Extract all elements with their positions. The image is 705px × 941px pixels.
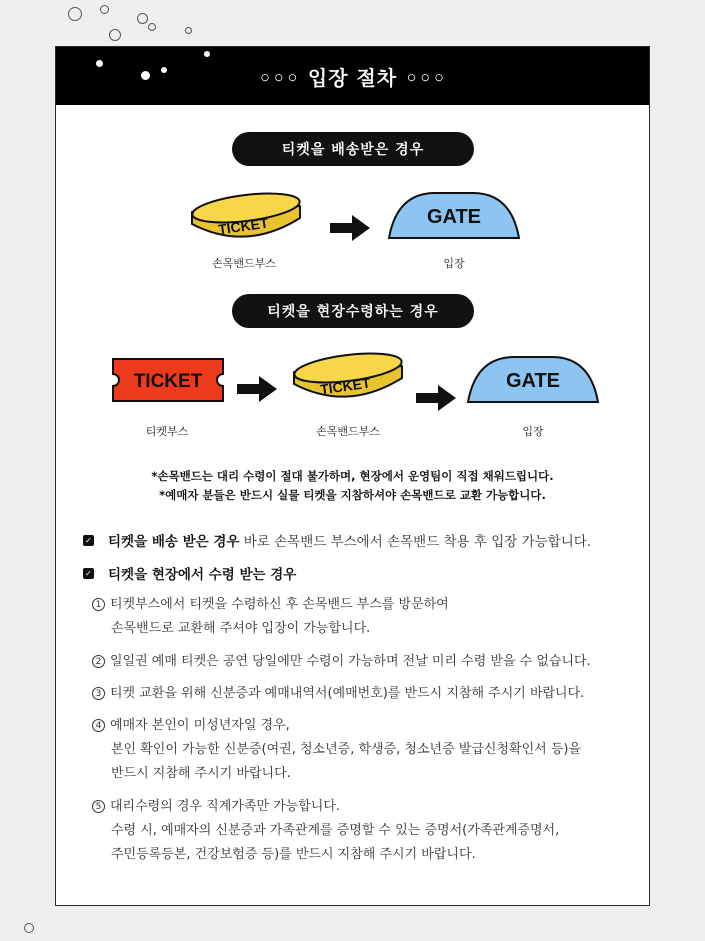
decorative-bubble [109, 29, 121, 41]
gate-icon [466, 355, 600, 403]
decorative-bubble [185, 27, 192, 34]
decorative-bubble [24, 923, 34, 933]
wristband-icon [186, 190, 306, 246]
checkbox-icon: ✓ [83, 535, 94, 546]
list-item: 5 대리수령의 경우 직계가족만 가능합니다. 수령 시, 예매자의 신분증과 가족관계를 증명할 수 있는 증명서(가족관계증명서, 주민등록등본, 건강보험증 등)를 반드시 지참해 주시기 바랍니다. [92, 795, 559, 867]
section-pill-delivered: 티켓을 배송받은 경우 [232, 132, 474, 166]
arrow-right-icon [416, 385, 456, 411]
decorative-dot [141, 71, 150, 80]
gate-icon [387, 191, 521, 239]
page-title: ◦◦◦ 입장 절차 ◦◦◦ [258, 65, 447, 90]
decorative-dot [161, 67, 167, 73]
list-item: 1 티켓부스에서 티켓을 수령하신 후 손목밴드 부스를 방문하여 손목밴드로 교환해 주셔야 입장이 가능합니다. [92, 593, 449, 641]
section-pill-onsite: 티켓을 현장수령하는 경우 [232, 294, 474, 328]
svg-text:GATE: GATE [505, 370, 561, 392]
step-label: 입장 [443, 257, 465, 270]
list-item: 2 일일권 예매 티켓은 공연 당일에만 수령이 가능하며 전날 미리 수령 받을 수 없습니다. [92, 650, 591, 674]
svg-text:TICKET: TICKET [133, 371, 203, 392]
decorative-dot [204, 51, 210, 57]
notice-text: *손목밴드는 대리 수령이 절대 불가하며, 현장에서 운영팀이 직접 채워드립니다. *예매자 분들은 반드시 실물 티켓을 지참하셔야 손목밴드로 교환 가능합니다. [151, 469, 554, 502]
ticket-icon [111, 357, 225, 403]
checkbox-icon: ✓ [83, 568, 94, 579]
decorative-dot [96, 60, 103, 67]
number-badge: 1 [92, 598, 105, 611]
decorative-bubble [148, 23, 156, 31]
arrow-right-icon [330, 215, 370, 241]
list-item: 3 티켓 교환을 위해 신분증과 예매내역서(예매번호)를 반드시 지참해 주시기 바랍니다. [92, 682, 584, 706]
number-badge: 3 [92, 687, 105, 700]
step-label: 손목밴드부스 [316, 425, 380, 438]
wristband-icon [288, 350, 408, 406]
check-item-onsite: ✓ 티켓을 현장에서 수령 받는 경우 [83, 563, 296, 583]
number-badge: 4 [92, 719, 105, 732]
number-badge: 5 [92, 800, 105, 813]
svg-text:GATE: GATE [426, 206, 482, 228]
step-label: 입장 [522, 425, 544, 438]
decorative-bubble [68, 7, 82, 21]
check-item-delivered: ✓ 티켓을 배송 받은 경우 바로 손목밴드 부스에서 손목밴드 착용 후 입장 가능합니다. [83, 530, 591, 550]
step-label: 티켓부스 [145, 425, 189, 438]
arrow-right-icon [237, 376, 277, 402]
number-badge: 2 [92, 655, 105, 668]
decorative-bubble [137, 13, 148, 24]
svg-text:TICKET: TICKET [319, 374, 372, 398]
entry-procedure-card [55, 46, 650, 906]
svg-text:TICKET: TICKET [217, 214, 270, 238]
list-item: 4 예매자 본인이 미성년자일 경우, 본인 확인이 가능한 신분증(여권, 청소년증, 학생증, 청소년증 발급신청확인서 등)을 반드시 지참해 주시기 바랍니다. [92, 714, 581, 786]
step-label: 손목밴드부스 [212, 257, 276, 270]
decorative-bubble [100, 5, 109, 14]
